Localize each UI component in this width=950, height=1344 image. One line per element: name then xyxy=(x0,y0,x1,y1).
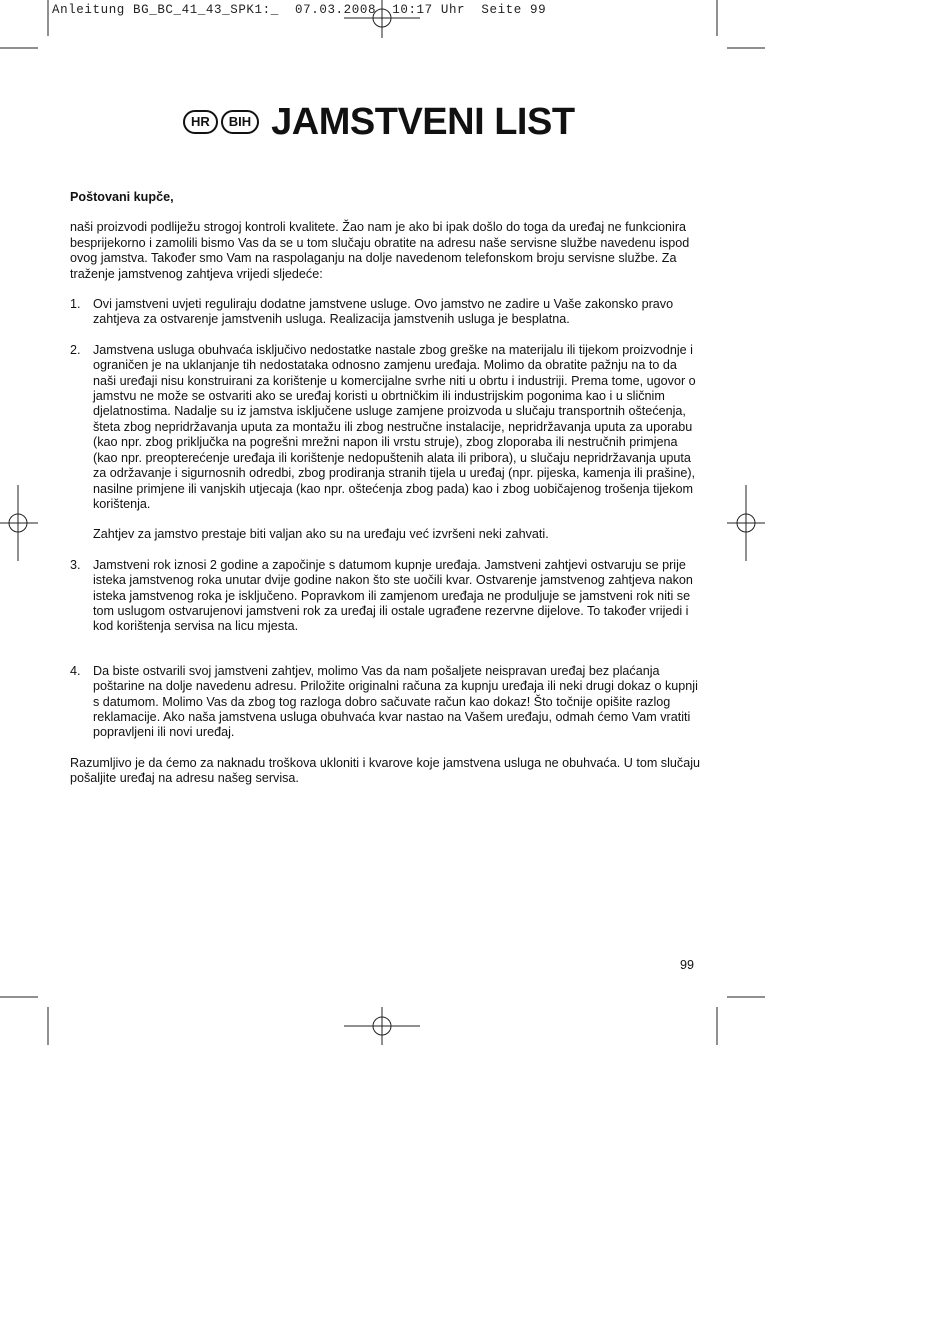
list-item-number: 1. xyxy=(70,297,81,312)
list-item-text: Zahtjev za jamstvo prestaje biti valjan ako su na uređaju već izvršeni neki zahvati. xyxy=(93,527,549,542)
closing-paragraph: Razumljivo je da ćemo za naknadu troškova ukloniti i kvarove koje jamstvena usluga ne obuhvaća. U tom slučaju pošaljite uređaj na adresu našeg servisa. xyxy=(70,755,701,786)
list-item xyxy=(70,297,700,328)
list-item-number: 4. xyxy=(70,663,81,678)
document-body xyxy=(70,190,700,787)
list-item xyxy=(70,558,700,635)
title-row xyxy=(183,100,575,144)
list-item-text: Da biste ostvarili svoj jamstveni zahtjev, molimo Vas da nam pošaljete neispravan uređaj bez plaćanja poštarine na dolje navedenu adresu. Priložite originalni računa za kupnju uređaja ili neki drugi dokaz o kupnji s datumom. Molimo Vas da zbog tog razloga dobro sačuvate račun kao dokaz! Što točnije opišite razlog reklamacije. Ako naša jamstvena usluga obuhvaća kvar nastao na Vašem uređaju, odmah ćemo Vam vratiti popravljeni ili novi uređaj. xyxy=(93,663,698,740)
list-item-text: Jamstvena usluga obuhvaća isključivo nedostatke nastale zbog greške na materijalu ili tijekom proizvodnje i ograničen je na uklanjanje tih nedostataka odnosno zamjenu uređaja. Molimo da obratite pažnju na to da naši uređaji nisu konstruirani za korištenje u komercijalne svrhe niti u obrtu i industriji. Prema tome, ugovor o jamstvu ne može se ostvariti ako se uređaj koristi u obrtničkim ili industrijskim pogonima kao i u sličnim djelatnostima. Nadalje su iz jamstva isključene usluge zamjene proizvoda u slučaju transportnih oštećenja, šteta zbog nepridržavanja uputa za montažu ili zbog nestručne instalacije, nepridržavanja uputa za uporabu (kao npr. zbog priključka na pogrešni mrežni napon ili vrstu struje), zbog zloporaba ili nestručnih primjena (kao npr. preopterećenje uređaja ili korištenje nedopuštenih alata ili pribora), u slučaju nepridržavanja uputa za održavanje i sigurnosnih odredbi, zbog prodiranja stranih tijela u uređaj (npr. pijeska, kamenja ili prašine), nasilne primjene ili vanjskih utjecaja (kao npr. oštećenja zbog pada) kao i zbog uobičajenog trošenja tijekom korištenja. xyxy=(93,342,696,511)
country-badge-bih: BIH xyxy=(221,110,259,134)
list-item xyxy=(70,343,700,543)
salutation: Poštovani kupče, xyxy=(70,190,174,204)
list-item-text: Ovi jamstveni uvjeti reguliraju dodatne jamstvene usluge. Ovo jamstvo ne zadire u Vaše zakonsko pravo zahtjeva za ostvarenje jamstvenih usluga. Realizacija jamstvenih usluga je besplatna. xyxy=(93,297,674,327)
list-item-number: 2. xyxy=(70,342,81,357)
intro-paragraph: naši proizvodi podliježu strogoj kontroli kvalitete. Žao nam je ako bi ipak došlo do toga da uređaj ne funkcionira besprijekorno i zamolili bismo Vas da se u tom slučaju obratite na adresu naše servisne službe navedenu ispod ovog jamstva. Također smo Vam na raspolaganju na dolje navedenom telefonskom broju servisne službe. Za traženje jamstvenog zahtjeva vrijedi sljedeće: xyxy=(70,220,690,281)
list-item-number: 3. xyxy=(70,557,81,572)
print-slug: Anleitung BG_BC_41_43_SPK1:_ 07.03.2008 10:17 Uhr Seite 99 xyxy=(52,3,547,17)
list-item-text: Jamstveni rok iznosi 2 godine a započinje s datumom kupnje uređaja. Jamstveni zahtjevi ostvaruju se prije isteka jamstvenog roka unutar dvije godine nakon što ste uočili kvar. Ostvarenje jamstvenog zahtjeva nakon isteka jamstvenog roka je isključeno. Popravkom ili zamjenom uređaja ne produljuje se jamstveni rok niti se tom uslugom ostvarujenovi jamstveni rok za uređaj ili ostale ugrađene rezervne dijelove. To također vrijedi i kod korištenja servisa na licu mjesta. xyxy=(93,557,693,634)
page-number: 99 xyxy=(680,958,695,972)
country-badge-hr: HR xyxy=(183,110,218,134)
page-title: JAMSTVENI LIST xyxy=(271,100,575,143)
list-item xyxy=(70,664,700,741)
